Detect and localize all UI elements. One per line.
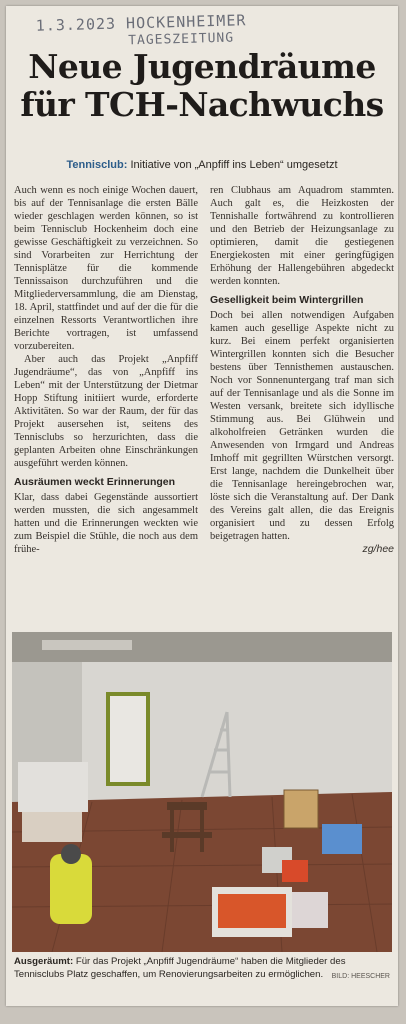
- article-paragraph: Doch bei allen notwendigen Aufgaben kamen auch gesellige Aspekte nicht zu kurz. Bei einem perfekt organisierten Wintergrillen konnten sich die Besucher bestens über Tennisthemen austauschen. Noch vor Sonnenuntergang traf man sich auf der Tennisanlage und als die Sonne im Westen versank, breitete sich idyllische Stimmung aus. Bei Glühwein und alkoholfreien Getränken wurden die Anwesenden von Irmgard und Andreas Imhoff mit gegrillten Würstchen versorgt. Erst lange, nachdem die Dunkelheit über die Tennisanlage hereingebrochen war, löste sich die Veranstaltung auf. Der Dank des Vereins galt allen, die das Ereignis organisiert und zu dessen Erfolg beigetragen hatten.: [210, 310, 394, 542]
- photo-credit: BILD: HEESCHER: [331, 972, 390, 980]
- subheadline-text: Initiative von „Anpfiff ins Leben“ umgesetzt: [127, 159, 338, 171]
- headline-line-2: für TCH-Nachwuchs: [20, 85, 384, 124]
- author-signature: zg/hee: [362, 543, 394, 555]
- room-photo-illustration: [12, 632, 392, 952]
- article-paragraph: ren Clubhaus am Aquadrom stammten. Auch galt es, die Heizkosten der Tennishalle fortwährend zu kontrollieren und den Betrieb der Heizungsanlage zu optimieren, damit die gestiegenen Energiekosten mit einer geringfügigen Erhöhung der Hallengebühren abgedeckt werden konnten.: [210, 185, 394, 287]
- newspaper-clipping: [6, 6, 398, 1006]
- headline-line-1: Neue Jugendräume: [28, 47, 376, 86]
- article-photo: [12, 632, 392, 952]
- subheadline-keyword: Tennisclub:: [66, 159, 128, 171]
- headline: [6, 48, 398, 124]
- caption-text: Für das Projekt „Anpfiff Jugendräume“ haben die Mitglieder des Tennisclubs Platz geschaffen, um Renovierungsarbeiten zu ermöglichen.: [14, 956, 346, 980]
- article-column-left: [14, 184, 198, 556]
- section-heading: Geselligkeit beim Wintergrillen: [210, 294, 364, 306]
- article-column-right: [210, 184, 394, 556]
- subheadline: [6, 159, 398, 171]
- article-paragraph: Aber auch das Projekt „Anpfiff Jugendräume“, das von „Anpfiff ins Leben“ mit der Unterstützung der Dietmar Hopp Stiftung initiiert wurde, erforderte Aktivitäten. So war der Raum, der für das Projekt ausersehen ist, seitens des Tennisclubs so herzurichten, dass die geplanten Arbeiten ohne Einschränkungen ausgeführt werden können.: [14, 354, 198, 469]
- caption-lead: Ausgeräumt:: [14, 956, 74, 967]
- handwritten-paper-line: TAGESZEITUNG: [128, 30, 235, 49]
- section-heading: Ausräumen weckt Erinnerungen: [14, 476, 176, 488]
- article-paragraph: Klar, dass dabei Gegenstände aussortiert werden mussten, die sich angesammelt hatten und die Erinnerungen weckten wie zum Beispiel die Stühle, die noch aus dem frühe-: [14, 492, 198, 555]
- article-paragraph: Auch wenn es noch einige Wochen dauert, bis auf der Tennisanlage die ersten Bälle wieder geschlagen werden können, so ist beim Tennisclub Hockenheim doch eine gewisse Geschäftigkeit zu verzeichnen. So sind Vorarbeiten zur Herrichtung der Tennisplätze für die kommende Tennissaison durchzuführen und die Mitgliederversammlung, die am Dienstag, 18. April, stattfindet und auf der die für die einzelnen Ressorts Verantwortlichen ihre Berichte vortragen, ist umfassend vorzubereiten.: [14, 185, 198, 352]
- handwritten-date-line: 1.3.2023 HOCKENHEIMER: [35, 11, 247, 35]
- photo-caption: [14, 956, 390, 983]
